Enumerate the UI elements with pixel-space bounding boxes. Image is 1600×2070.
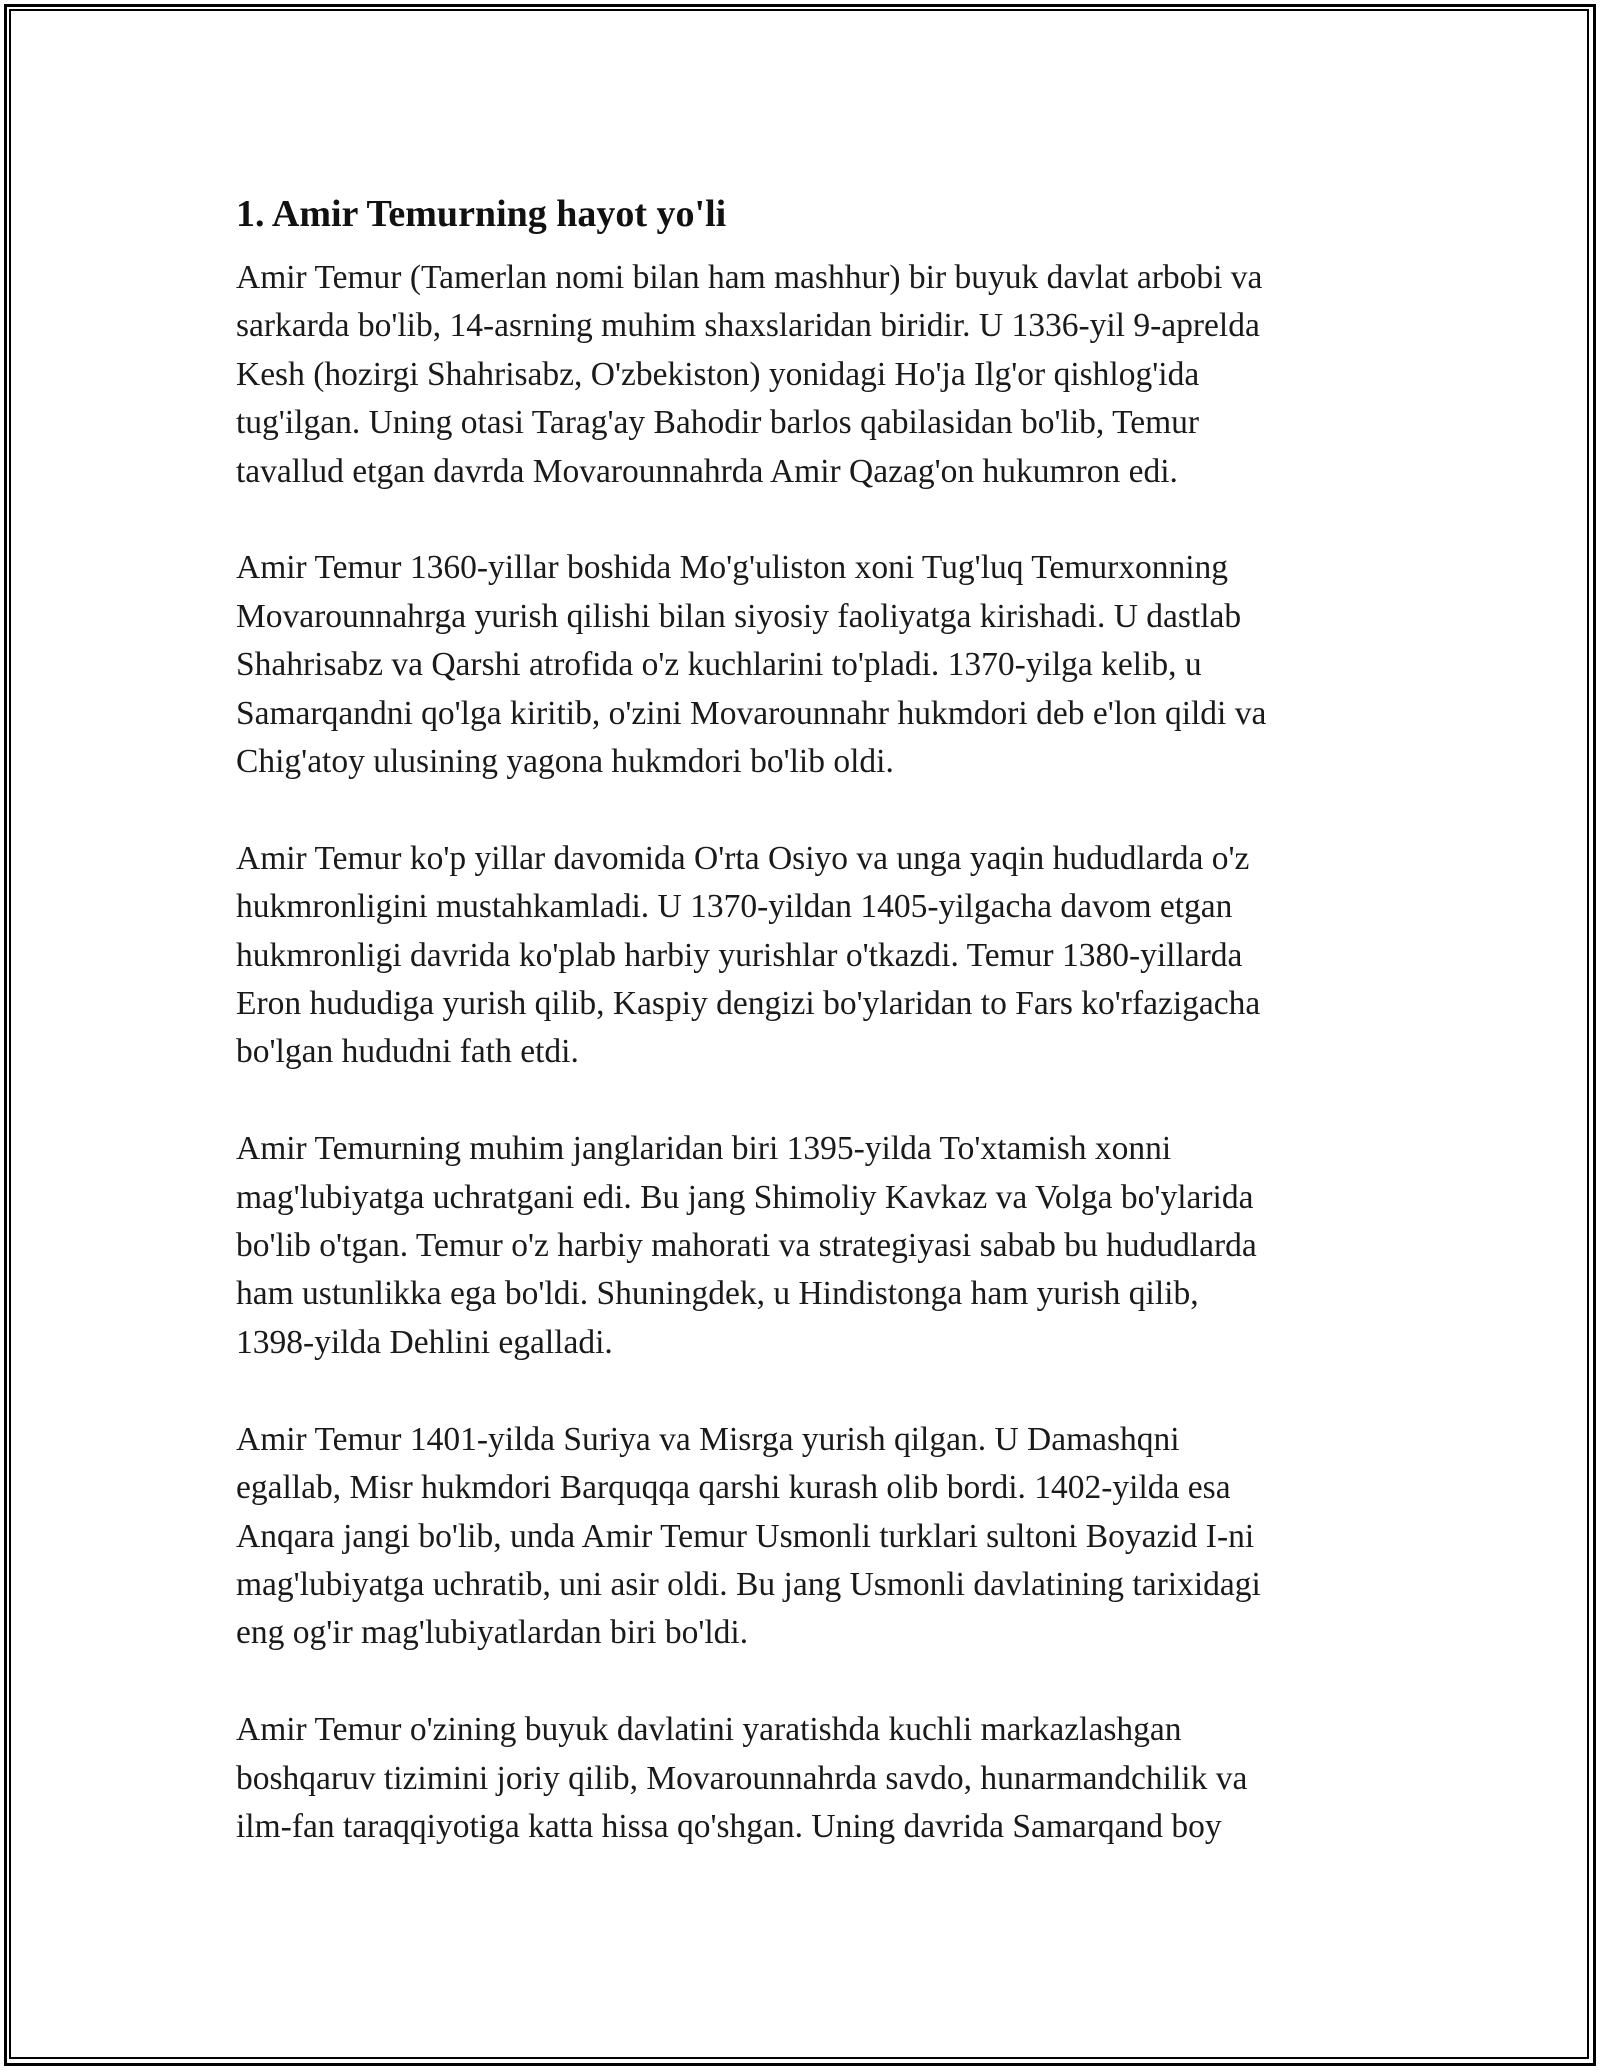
body-paragraph	[236, 1416, 1376, 1658]
text-line: Samarqandni qo'lga kiritib, o'zini Movarounnahr hukmdori deb e'lon qildi va	[236, 694, 1267, 732]
text-line: Amir Temur ko'p yillar davomida O'rta Osiyo va unga yaqin hududlarda o'z	[236, 839, 1250, 877]
text-line: egallab, Misr hukmdori Barquqqa qarshi kurash olib bordi. 1402-yilda esa	[236, 1469, 1231, 1507]
text-line: Amir Temur (Tamerlan nomi bilan ham mashhur) bir buyuk davlat arbobi va	[236, 259, 1263, 296]
text-line: hukmronligi davrida ko'plab harbiy yurishlar o'tkazdi. Temur 1380-yillarda	[236, 936, 1243, 974]
paragraph-list	[236, 254, 1376, 1851]
text-line: ilm-fan taraqqiyotiga katta hissa qo'shgan. Uning davrida Samarqand boy	[236, 1807, 1222, 1845]
text-line: ham ustunlikka ega bo'ldi. Shuningdek, u Hindistonga ham yurish qilib,	[236, 1275, 1199, 1313]
text-line: Amir Temur 1360-yillar boshida Mo'g'uliston xoni Tug'luq Temurxonning	[236, 549, 1229, 587]
text-line: Amir Temur 1401-yilda Suriya va Misrga yurish qilgan. U Damashqni	[236, 1420, 1180, 1458]
text-line: mag'lubiyatga uchratgani edi. Bu jang Shimoliy Kavkaz va Volga bo'ylarida	[236, 1178, 1254, 1216]
body-paragraph	[236, 1125, 1376, 1367]
body-paragraph	[236, 254, 1376, 496]
text-line: mag'lubiyatga uchratib, uni asir oldi. Bu jang Usmonli davlatining tarixidagi	[236, 1565, 1261, 1603]
text-line: 1398-yilda Dehlini egalladi.	[236, 1323, 613, 1361]
text-line: Eron hududiga yurish qilib, Kaspiy dengizi bo'ylaridan to Fars ko'rfazigacha	[236, 985, 1261, 1023]
text-line: eng og'ir mag'lubiyatlardan biri bo'ldi.	[236, 1614, 749, 1652]
body-paragraph	[236, 835, 1376, 1077]
text-line: sarkarda bo'lib, 14-asrning muhim shaxslaridan biridir. U 1336-yil 9-aprelda	[236, 307, 1260, 345]
text-line: hukmronligini mustahkamladi. U 1370-yildan 1405-yilgacha davom etgan	[236, 888, 1233, 926]
body-paragraph	[236, 1706, 1376, 1851]
body-paragraph	[236, 544, 1376, 786]
text-line: Kesh (hozirgi Shahrisabz, O'zbekiston) yonidagi Ho'ja Ilg'or qishlog'ida	[236, 355, 1200, 393]
section-heading: 1. Amir Temurning hayot yo'li	[236, 193, 727, 235]
text-line: tavallud etgan davrda Movarounnahrda Amir Qazag'on hukumron edi.	[236, 452, 1178, 490]
text-line: Amir Temur o'zining buyuk davlatini yaratishda kuchli markazlashgan	[236, 1711, 1182, 1749]
text-line: boshqaruv tizimini joriy qilib, Movarounnahrda savdo, hunarmandchilik va	[236, 1759, 1248, 1797]
document-body	[236, 188, 1376, 1851]
text-line: bo'lib o'tgan. Temur o'z harbiy mahorati va strategiyasi sabab bu hududlarda	[236, 1227, 1257, 1265]
text-line: Anqara jangi bo'lib, unda Amir Temur Usmonli turklari sultoni Boyazid I-ni	[236, 1517, 1255, 1555]
text-line: Amir Temurning muhim janglaridan biri 1395-yilda To'xtamish xonni	[236, 1130, 1172, 1168]
text-line: tug'ilgan. Uning otasi Tarag'ay Bahodir barlos qabilasidan bo'lib, Temur	[236, 404, 1200, 442]
text-line: Chig'atoy ulusining yagona hukmdori bo'lib oldi.	[236, 743, 894, 781]
text-line: Shahrisabz va Qarshi atrofida o'z kuchlarini to'pladi. 1370-yilga kelib, u	[236, 646, 1202, 684]
text-line: Movarounnahrga yurish qilishi bilan siyosiy faoliyatga kirishadi. U dastlab	[236, 597, 1242, 635]
text-line: bo'lgan hududni fath etdi.	[236, 1033, 579, 1071]
